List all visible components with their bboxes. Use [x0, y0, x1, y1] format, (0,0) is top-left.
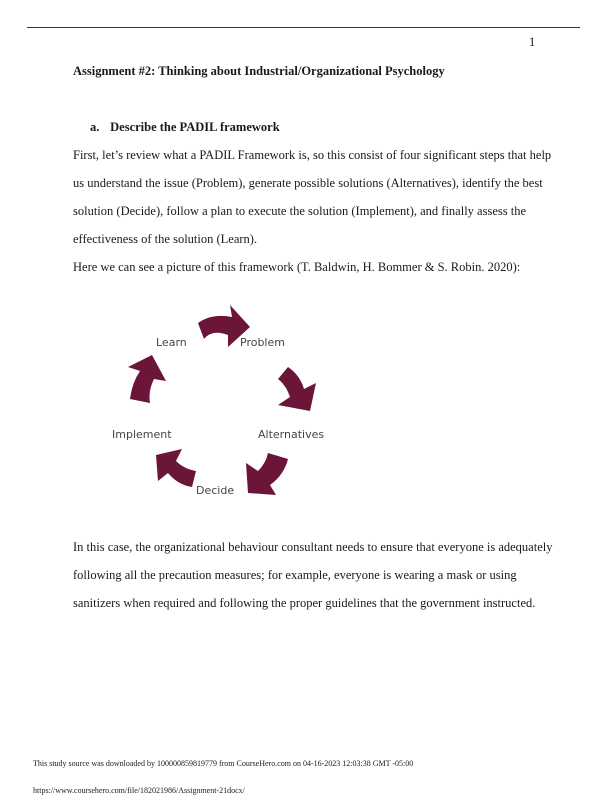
paragraph-line: solution (Decide), follow a plan to execute the solution (Implement), and finally assess the — [73, 204, 527, 218]
section-heading-text: Describe the PADIL framework — [110, 120, 280, 134]
section-heading — [90, 120, 280, 135]
label-problem: Problem — [240, 336, 285, 349]
arrow-problem-to-alternatives-icon — [278, 367, 316, 411]
arrow-implement-to-learn-icon — [128, 355, 166, 403]
padil-framework-diagram — [100, 295, 340, 505]
paragraph-line: sanitizers when required and following the proper guidelines that the government instructed. — [73, 596, 536, 610]
paragraph-line: effectiveness of the solution (Learn). — [73, 232, 258, 246]
paragraph-line: First, let’s review what a PADIL Framework is, so this consist of four significant steps that help — [73, 148, 552, 162]
source-url[interactable]: https://www.coursehero.com/file/182021986/Assignment-21docx/ — [33, 786, 245, 795]
paragraph-figure-intro — [73, 253, 520, 281]
assignment-title: Assignment #2: Thinking about Industrial/Organizational Psychology — [73, 64, 445, 78]
label-learn: Learn — [156, 336, 187, 349]
paragraph-conclusion — [73, 533, 552, 617]
arrow-decide-to-implement-icon — [156, 449, 196, 487]
paragraph-intro — [73, 141, 551, 253]
label-decide: Decide — [196, 484, 235, 497]
download-notice: This study source was downloaded by 100000859819779 from CourseHero.com on 04-16-2023 12:03:38 GMT -05:00 — [33, 759, 414, 768]
paragraph-line: Here we can see a picture of this framework (T. Baldwin, H. Bommer & S. Robin. 2020): — [73, 260, 521, 274]
label-implement: Implement — [112, 428, 172, 441]
header-rule — [27, 27, 580, 28]
paragraph-line: following all the precaution measures; for example, everyone is wearing a mask or using — [73, 568, 517, 582]
label-alternatives: Alternatives — [258, 428, 325, 441]
paragraph-line: us understand the issue (Problem), generate possible solutions (Alternatives), identify the best — [73, 176, 543, 190]
arrow-alternatives-to-decide-icon — [246, 453, 288, 495]
paragraph-line: In this case, the organizational behaviour consultant needs to ensure that everyone is adequately — [73, 540, 553, 554]
page-number: 1 — [529, 35, 536, 49]
section-letter: a. — [90, 120, 100, 134]
